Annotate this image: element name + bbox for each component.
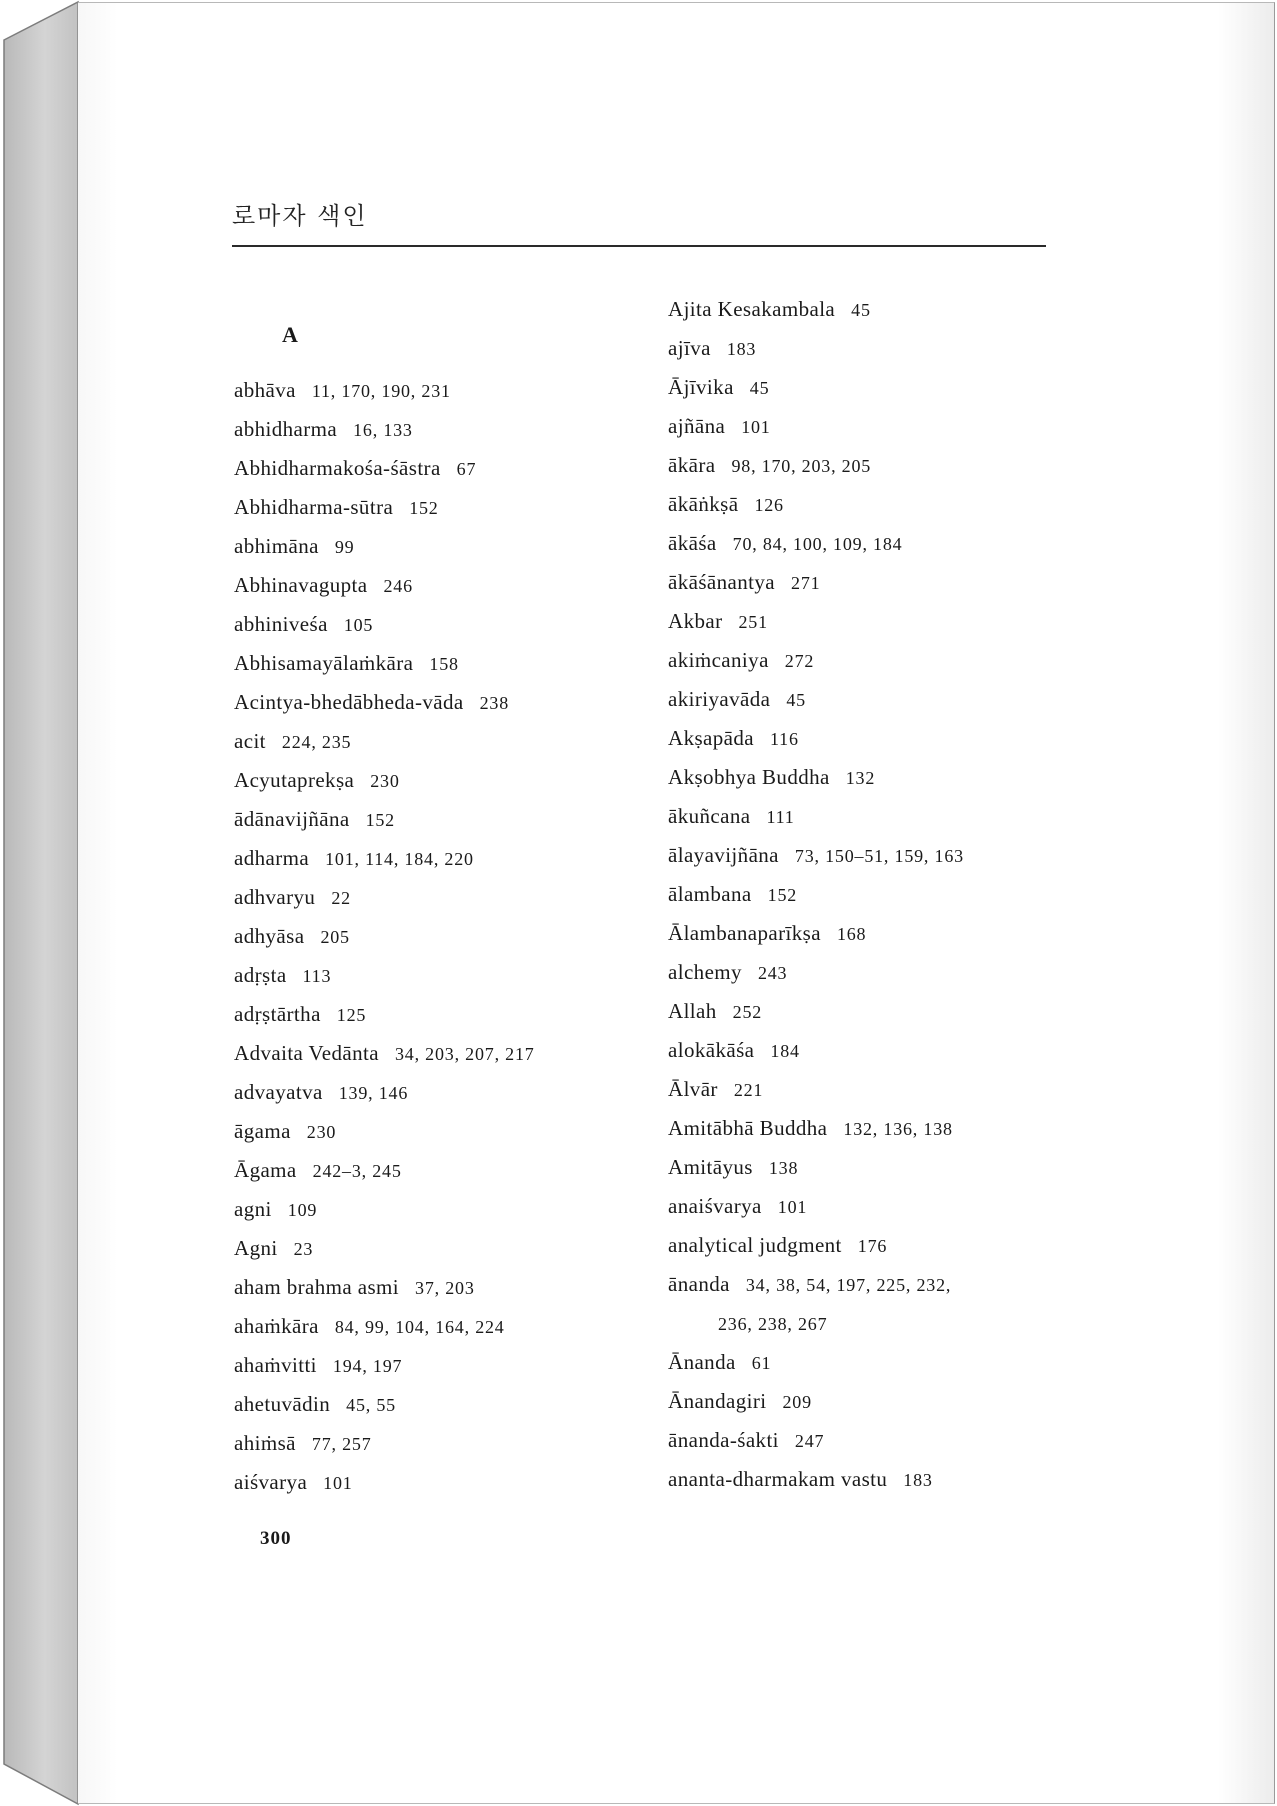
index-page-refs: 194, 197 [332, 1356, 403, 1376]
index-entry [234, 917, 535, 956]
index-page-refs: 132, 136, 138 [843, 1119, 953, 1139]
index-term: adhvaryu [234, 885, 316, 909]
index-entry [668, 1460, 964, 1499]
index-page-refs: 221 [733, 1080, 764, 1100]
index-entry [234, 449, 535, 488]
index-page-refs: 45 [749, 378, 770, 398]
index-page-refs: 271 [791, 573, 821, 593]
index-entry [234, 1190, 535, 1229]
index-term: anaiśvarya [668, 1194, 762, 1218]
index-entry [234, 1307, 535, 1346]
index-entry [234, 371, 535, 410]
index-term: abhimāna [234, 534, 319, 558]
index-page-refs: 111 [766, 807, 795, 827]
index-entry [234, 605, 535, 644]
index-term: adṛṣta [234, 963, 287, 987]
index-entry [668, 797, 964, 836]
index-term: Advaita Vedānta [234, 1041, 379, 1065]
index-entry [668, 1421, 964, 1460]
index-entry [234, 410, 535, 449]
index-page-refs: 243 [757, 963, 788, 983]
index-entry [234, 488, 535, 527]
index-term: alchemy [668, 960, 742, 984]
index-entry [668, 758, 964, 797]
index-term: ahetuvādin [234, 1392, 331, 1416]
index-entry [668, 875, 964, 914]
index-term: adharma [234, 846, 310, 870]
index-term: Akṣobhya Buddha [668, 765, 830, 789]
index-entry [668, 1304, 964, 1343]
index-entry [234, 683, 535, 722]
index-page-refs: 16, 133 [353, 420, 413, 440]
index-term: ahaṁkāra [234, 1314, 319, 1338]
index-term: Abhinavagupta [234, 573, 368, 597]
index-page-refs: 11, 170, 190, 231 [311, 381, 451, 401]
index-page-refs: 224, 235 [281, 732, 352, 752]
header-rule [232, 245, 1046, 247]
index-term: agni [234, 1197, 272, 1221]
index-term: āgama [234, 1119, 291, 1143]
index-term: ahaṁvitti [234, 1353, 317, 1377]
index-term: Ajita Kesakambala [668, 297, 836, 321]
index-page-refs: 45, 55 [346, 1395, 396, 1415]
index-page-refs: 184 [770, 1041, 800, 1061]
index-term: ākāra [668, 453, 716, 477]
index-term: akiriyavāda [668, 687, 771, 711]
index-page-refs: 109 [287, 1200, 318, 1220]
index-entry [668, 1148, 964, 1187]
index-entry [668, 485, 964, 524]
index-entry [668, 1343, 964, 1382]
index-entry [234, 1346, 535, 1385]
index-page-refs: 126 [754, 495, 784, 515]
index-page-refs: 99 [334, 537, 355, 557]
index-entry [234, 1424, 535, 1463]
index-page-refs: 158 [429, 654, 459, 674]
index-page-refs: 101 [777, 1197, 808, 1217]
index-page-refs: 101, 114, 184, 220 [325, 849, 474, 869]
index-term: acit [234, 729, 266, 753]
index-page-refs: 138 [768, 1158, 799, 1178]
index-term: Ājīvika [668, 375, 734, 399]
index-entry [668, 524, 964, 563]
index-term: adhyāsa [234, 924, 305, 948]
index-term: ālambana [668, 882, 752, 906]
index-entry [234, 956, 535, 995]
index-entry [668, 641, 964, 680]
index-term: ākuñcana [668, 804, 751, 828]
index-entry [668, 1382, 964, 1421]
index-term: Ālvār [668, 1077, 718, 1101]
index-entry [234, 995, 535, 1034]
index-page-refs: 236, 238, 267 [718, 1314, 828, 1334]
index-term: ādānavijñāna [234, 807, 350, 831]
index-page-refs: 22 [331, 888, 351, 908]
index-page-refs: 209 [782, 1392, 812, 1412]
index-term: abhidharma [234, 417, 338, 441]
index-page-refs: 98, 170, 203, 205 [731, 456, 872, 476]
index-entry [234, 1463, 535, 1502]
index-entry [668, 1109, 964, 1148]
index-page-refs: 70, 84, 100, 109, 184 [732, 534, 903, 554]
index-page-refs: 272 [784, 651, 815, 671]
index-term: akiṁcaniya [668, 648, 769, 672]
index-page-refs: 101 [741, 417, 771, 437]
index-term: ajīva [668, 336, 711, 360]
index-entry [668, 446, 964, 485]
section-letter: A [282, 322, 298, 347]
index-term: ananta-dharmakam vastu [668, 1467, 888, 1491]
index-entry [234, 761, 535, 800]
index-entry [234, 644, 535, 683]
index-page-refs: 113 [302, 966, 332, 986]
index-term: advayatva [234, 1080, 323, 1104]
index-term: abhiniveśa [234, 612, 328, 636]
index-page-refs: 125 [336, 1005, 367, 1025]
index-entry [668, 914, 964, 953]
index-page-refs: 84, 99, 104, 164, 224 [334, 1317, 505, 1337]
index-term: analytical judgment [668, 1233, 842, 1257]
index-page-refs: 45 [851, 300, 871, 320]
page-number: 300 [260, 1528, 292, 1549]
index-term: Ānandagiri [668, 1389, 767, 1413]
index-term: adṛṣtārtha [234, 1002, 321, 1026]
index-page-refs: 183 [726, 339, 757, 359]
index-page-refs: 242–3, 245 [312, 1161, 402, 1181]
index-entry [234, 527, 535, 566]
index-page-refs: 176 [857, 1236, 888, 1256]
index-term: aham brahma asmi [234, 1275, 400, 1299]
index-term: ānanda-śakti [668, 1428, 779, 1452]
index-term: Abhidharmakośa-śāstra [234, 456, 441, 480]
index-entry [668, 1031, 964, 1070]
index-term: Amitāyus [668, 1155, 753, 1179]
index-entry [234, 1229, 535, 1268]
index-page-refs: 132 [845, 768, 876, 788]
index-entry [668, 1226, 964, 1265]
index-page-refs: 139, 146 [338, 1083, 409, 1103]
index-term: ālayavijñāna [668, 843, 779, 867]
index-entry [668, 290, 964, 329]
index-entry [234, 722, 535, 761]
book-spine [0, 0, 82, 1806]
index-page-refs: 230 [306, 1122, 337, 1142]
index-entry [234, 1112, 535, 1151]
index-term: Akṣapāda [668, 726, 755, 750]
index-term: abhāva [234, 378, 296, 402]
index-page-refs: 105 [343, 615, 374, 635]
index-page-refs: 246 [383, 576, 413, 596]
index-page-refs: 252 [732, 1002, 763, 1022]
index-column-right [668, 290, 964, 1499]
index-term: Acyutaprekṣa [234, 768, 355, 792]
index-entry [234, 878, 535, 917]
index-term: ahiṁsā [234, 1431, 296, 1455]
index-entry [668, 602, 964, 641]
index-term: Āgama [234, 1158, 297, 1182]
index-page-refs: 77, 257 [311, 1434, 372, 1454]
index-entry [234, 800, 535, 839]
index-entry [668, 953, 964, 992]
index-page-refs: 152 [365, 810, 395, 830]
index-page-refs: 61 [751, 1353, 772, 1373]
index-entry [668, 329, 964, 368]
index-term: Akbar [668, 609, 723, 633]
index-page-refs: 73, 150–51, 159, 163 [794, 846, 964, 866]
index-page-refs: 152 [409, 498, 439, 518]
index-term: Acintya-bhedābheda-vāda [234, 690, 464, 714]
index-page-refs: 45 [786, 690, 806, 710]
index-entry [234, 1151, 535, 1190]
index-term: Amitābhā Buddha [668, 1116, 828, 1140]
index-entry [668, 563, 964, 602]
index-term: ākāṅkṣā [668, 492, 739, 516]
index-term: aiśvarya [234, 1470, 308, 1494]
index-page-refs: 251 [738, 612, 768, 632]
index-page-refs: 230 [370, 771, 400, 791]
index-page-refs: 205 [320, 927, 350, 947]
index-entry [668, 719, 964, 758]
index-page-refs: 34, 38, 54, 197, 225, 232, [745, 1275, 952, 1295]
index-term: ajñāna [668, 414, 726, 438]
index-term: Abhidharma-sūtra [234, 495, 394, 519]
index-page-refs: 183 [903, 1470, 933, 1490]
index-entry [234, 1385, 535, 1424]
index-page-refs: 23 [293, 1239, 314, 1259]
index-page-refs: 247 [794, 1431, 825, 1451]
index-entry [234, 1034, 535, 1073]
index-entry [668, 407, 964, 446]
index-term: Agni [234, 1236, 278, 1260]
index-term: ākāśa [668, 531, 717, 555]
index-term: ākāśānantya [668, 570, 776, 594]
index-term: Ānanda [668, 1350, 736, 1374]
index-term: Abhisamayālaṁkāra [234, 651, 414, 675]
index-term: alokākāśa [668, 1038, 755, 1062]
index-page-refs: 34, 203, 207, 217 [394, 1044, 535, 1064]
index-term: ānanda [668, 1272, 730, 1296]
index-entry [668, 368, 964, 407]
index-entry [668, 1265, 964, 1304]
index-entry [234, 1073, 535, 1112]
index-page-refs: 152 [767, 885, 798, 905]
index-column-left [234, 371, 535, 1502]
index-entry [234, 1268, 535, 1307]
index-page-refs: 67 [456, 459, 477, 479]
index-term: Ālambanaparīkṣa [668, 921, 821, 945]
index-entry [668, 992, 964, 1031]
index-entry [234, 839, 535, 878]
index-entry [668, 1070, 964, 1109]
index-entry [234, 566, 535, 605]
index-page-refs: 101 [323, 1473, 353, 1493]
index-page-refs: 168 [836, 924, 867, 944]
index-entry [668, 836, 964, 875]
index-page-refs: 116 [770, 729, 799, 749]
running-header: 로마자 색인 [232, 202, 368, 230]
index-entry [668, 1187, 964, 1226]
index-term: Allah [668, 999, 717, 1023]
index-page-refs: 37, 203 [415, 1278, 475, 1298]
index-entry [668, 680, 964, 719]
index-page-refs: 238 [479, 693, 509, 713]
